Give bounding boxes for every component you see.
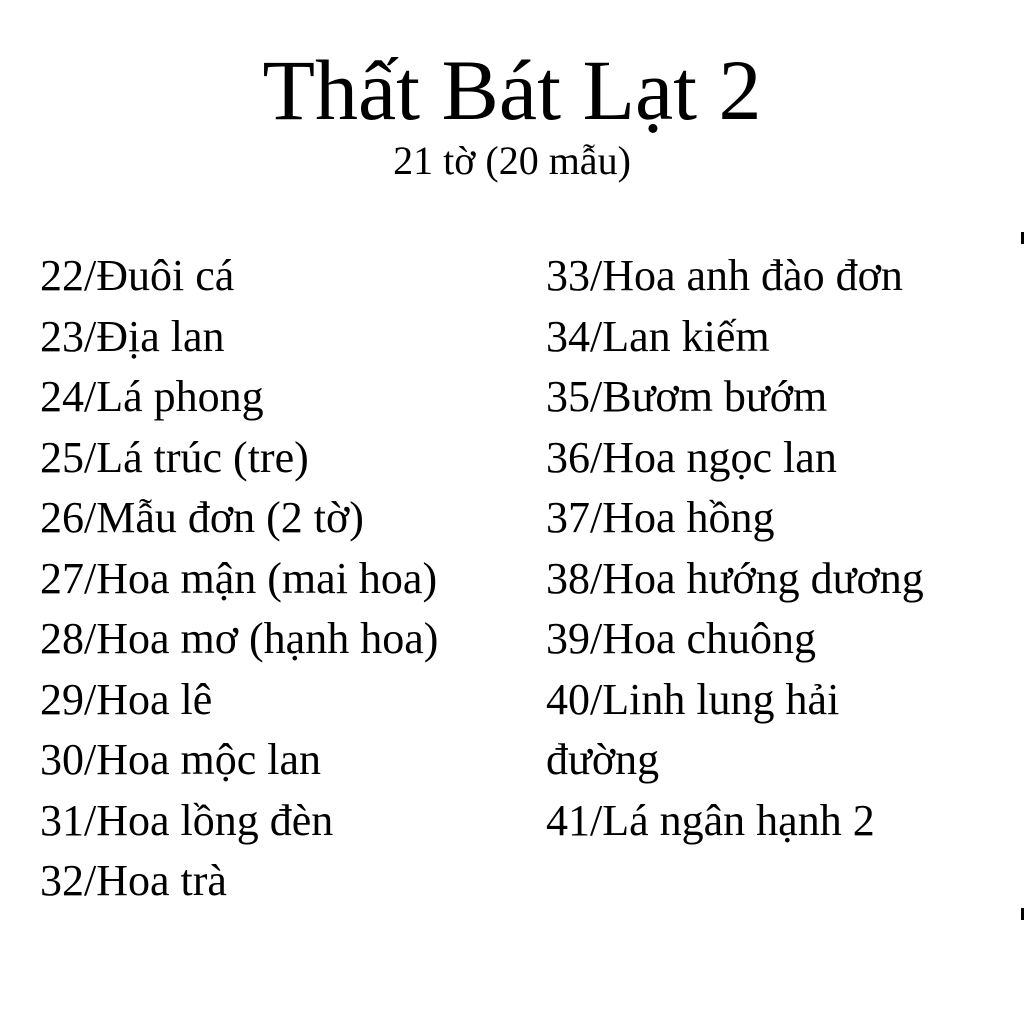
- right-item-list: [546, 246, 1016, 851]
- list-item: 28/Hoa mơ (hạnh hoa): [40, 614, 439, 663]
- list-item: 31/Hoa lồng đèn: [40, 795, 334, 845]
- page-title: Thất Bát Lạt 2: [262, 42, 762, 138]
- list-item: 37/Hoa hồng: [546, 493, 775, 542]
- list-item: 26/Mẫu đơn (2 tờ): [40, 493, 364, 542]
- list-item: 34/Lan kiếm: [546, 311, 770, 361]
- page-subtitle: 21 tờ (20 mẫu): [393, 138, 631, 183]
- left-item-list: [40, 246, 530, 912]
- list-item: 36/Hoa ngọc lan: [546, 432, 837, 482]
- list-item: 30/Hoa mộc lan: [40, 735, 322, 784]
- list-item: 41/Lá ngân hạnh 2: [546, 795, 875, 845]
- list-item: 35/Bươm bướm: [546, 372, 828, 421]
- list-item: 24/Lá phong: [40, 372, 264, 421]
- list-item: đường: [546, 735, 660, 784]
- list-item: 38/Hoa hướng dương: [546, 553, 924, 603]
- list-item: 27/Hoa mận (mai hoa): [40, 553, 438, 603]
- list-item: 29/Hoa lê: [40, 674, 213, 724]
- list-item: 32/Hoa trà: [40, 856, 227, 905]
- list-item: 39/Hoa chuông: [546, 614, 817, 663]
- list-item: 25/Lá trúc (tre): [40, 432, 309, 482]
- list-item: 40/Linh lung hải: [546, 674, 840, 724]
- list-item: 22/Đuôi cá: [40, 251, 235, 300]
- list-item: 23/Địa lan: [40, 311, 225, 361]
- list-item: 33/Hoa anh đào đơn: [546, 251, 903, 300]
